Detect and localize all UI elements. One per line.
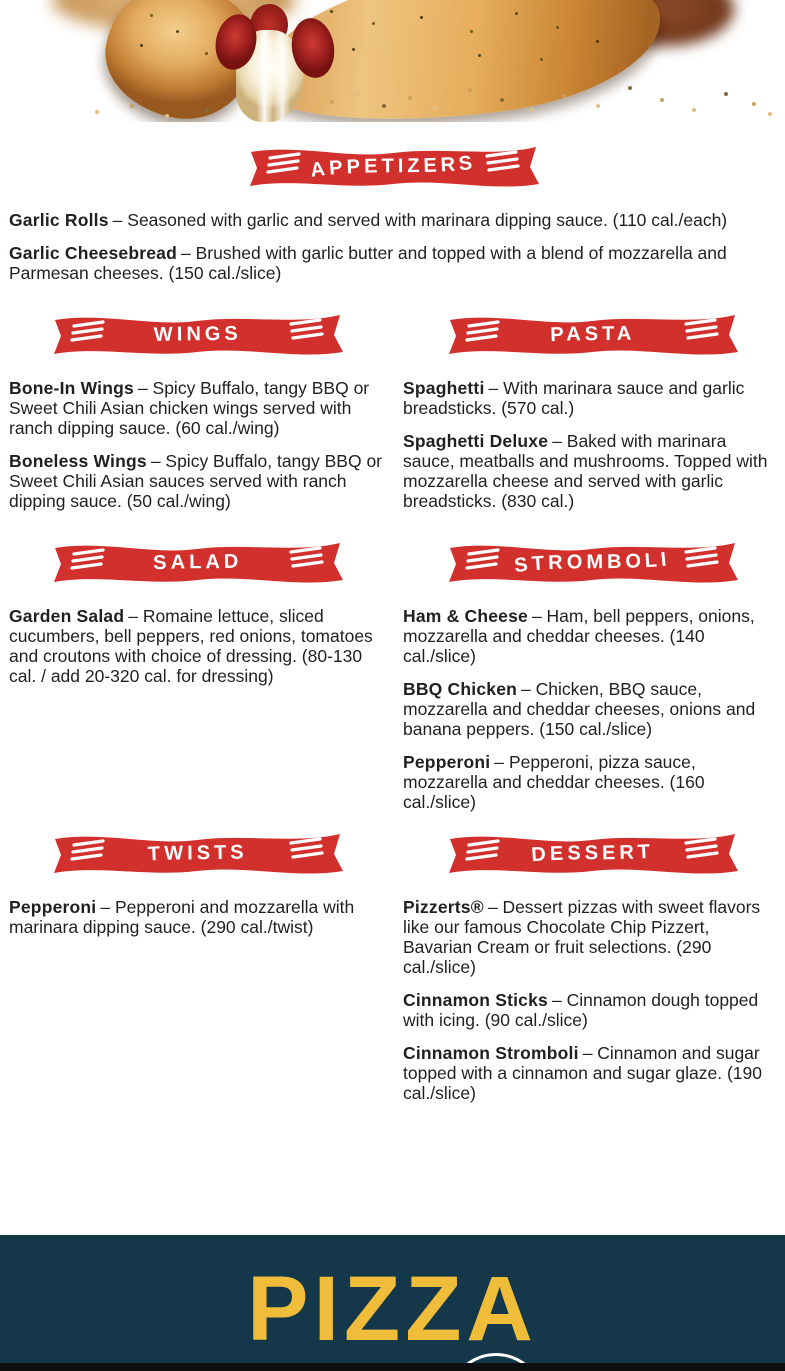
item-name: Bone-In Wings <box>9 378 134 398</box>
pizza-section <box>0 1235 785 1371</box>
ribbon-label: WINGS <box>153 322 242 347</box>
item-name: Boneless Wings <box>9 451 147 471</box>
menu-item <box>403 1043 780 1103</box>
ribbon-label: SALAD <box>152 550 243 575</box>
menu-grid <box>0 283 785 1103</box>
item-name: Spaghetti Deluxe <box>403 431 549 451</box>
menu-item <box>403 752 780 812</box>
item-desc: – Brushed with garlic butter and topped with a blend of mozzarella and Parmesan cheeses. (150 cal./slice) <box>9 243 727 283</box>
item-name: Cinnamon Stromboli <box>403 1043 579 1063</box>
ribbon-label: APPETIZERS <box>308 151 477 182</box>
ribbon-label: DESSERT <box>530 840 654 867</box>
ribbon-twists <box>47 830 347 880</box>
menu-item <box>403 378 780 418</box>
item-name: Pepperoni <box>403 752 491 772</box>
ribbon-appetizers <box>243 143 543 193</box>
menu-item <box>9 606 385 686</box>
ribbon-wings <box>47 311 347 361</box>
item-desc: – Seasoned with garlic and served with marinara dipping sauce. (110 cal./each) <box>112 210 728 230</box>
svg-text:WINGS <box>153 323 242 347</box>
bread-crumbs <box>0 0 4 4</box>
svg-text:SALAD <box>153 551 243 575</box>
item-name: Cinnamon Sticks <box>403 990 548 1010</box>
menu-item <box>9 897 385 937</box>
menu-item <box>403 431 780 511</box>
ribbon-label: PASTA <box>549 322 635 347</box>
item-desc: – Chicken, BBQ sauce, mozzarella and cheddar cheeses, onions and banana peppers. (150 cal./slice) <box>403 679 756 739</box>
svg-text:PASTA <box>549 323 635 346</box>
item-name: Spaghetti <box>403 378 485 398</box>
item-desc: – Pepperoni and mozzarella with marinara dipping sauce. (290 cal./twist) <box>9 897 355 937</box>
ribbon-label: STROMBOLI <box>512 548 671 578</box>
section-stromboli <box>403 511 780 812</box>
section-wings <box>9 283 385 511</box>
hero-photo <box>0 0 785 122</box>
menu-item <box>403 897 780 977</box>
item-name: Garden Salad <box>9 606 125 626</box>
section-salad <box>9 511 385 686</box>
item-name: Garlic Rolls <box>9 210 109 230</box>
menu-item <box>403 990 780 1030</box>
item-name: Ham & Cheese <box>403 606 528 626</box>
menu-item <box>9 243 777 283</box>
pizza-heading: PIZZA <box>247 1258 538 1360</box>
ribbon-salad <box>47 539 347 589</box>
ribbon-stromboli <box>442 539 742 589</box>
svg-text:TWISTS <box>147 841 248 865</box>
menu-item <box>9 378 385 438</box>
item-name: Pizzerts® <box>403 897 484 917</box>
menu-item <box>9 210 777 230</box>
item-desc: – Pepperoni, pizza sauce, mozzarella and cheddar cheeses. (160 cal./slice) <box>403 752 705 812</box>
item-desc: – Ham, bell peppers, onions, mozzarella and cheddar cheeses. (140 cal./slice) <box>403 606 755 666</box>
item-desc: – With marinara sauce and garlic breadsticks. (570 cal.) <box>403 378 745 418</box>
item-desc: – Spicy Buffalo, tangy BBQ or Sweet Chili Asian chicken wings served with ranch dipping sauce. (60 cal./wing) <box>9 378 370 438</box>
menu-item <box>403 679 780 739</box>
item-desc: – Cinnamon and sugar topped with a cinnamon and sugar glaze. (190 cal./slice) <box>403 1043 762 1103</box>
item-name: BBQ Chicken <box>403 679 518 699</box>
item-name: Pepperoni <box>9 897 97 917</box>
item-desc: – Romaine lettuce, sliced cucumbers, bell peppers, red onions, tomatoes and croutons with choice of dressing. (80-130 cal. / add 20-320 cal. for dressing) <box>9 606 373 686</box>
menu-item <box>403 606 780 666</box>
item-name: Garlic Cheesebread <box>9 243 177 263</box>
ribbon-dessert <box>442 830 742 880</box>
ribbon-label: TWISTS <box>147 841 248 866</box>
item-desc: – Spicy Buffalo, tangy BBQ or Sweet Chili Asian sauces served with ranch dipping sauce. (50 cal./wing) <box>9 451 383 511</box>
item-desc: – Dessert pizzas with sweet flavors like our famous Chocolate Chip Pizzert, Bavarian Cream or fruit selections. (290 cal./slice) <box>403 897 761 977</box>
section-twists <box>9 812 385 937</box>
section-dessert <box>403 812 780 1103</box>
ribbon-pasta <box>442 311 742 361</box>
item-desc: – Baked with marinara sauce, meatballs and mushrooms. Topped with mozzarella cheese and served with garlic breadsticks. (830 cal.) <box>403 431 768 511</box>
section-appetizers <box>0 143 785 283</box>
bottom-strip <box>0 1363 785 1371</box>
section-pasta <box>403 283 780 511</box>
item-desc: – Cinnamon dough topped with icing. (90 cal./slice) <box>403 990 759 1030</box>
menu-item <box>9 451 385 511</box>
